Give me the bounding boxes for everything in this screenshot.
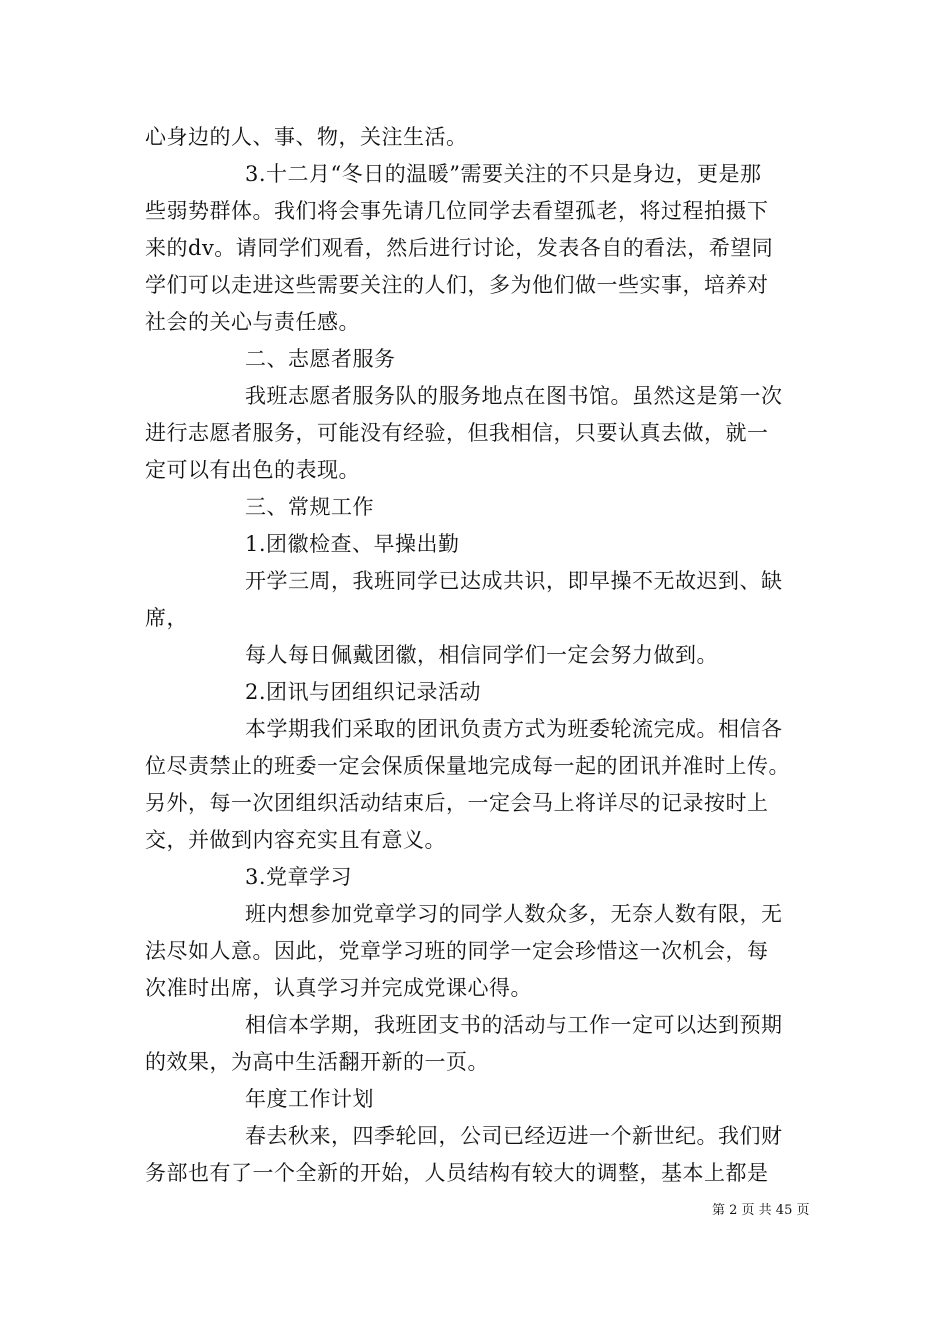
section-heading: 三、常规工作	[245, 495, 374, 519]
text-line: 心身边的人、事、物，关注生活。	[145, 125, 468, 149]
text-line: 春去秋来，四季轮回，公司已经迈进一个新世纪。我们财	[245, 1124, 783, 1148]
page-number: 第 2 页 共 45 页	[712, 1203, 810, 1218]
text-line: 本学期我们采取的团讯负责方式为班委轮流完成。相信各	[245, 717, 783, 741]
text-line: 学们可以走进这些需要关注的人们，多为他们做一些实事，培养对	[145, 273, 769, 297]
text-line: 席，	[145, 606, 188, 630]
subsection-heading: 2.团讯与团组织记录活动	[245, 680, 482, 704]
text-line: 务部也有了一个全新的开始，人员结构有较大的调整，基本上都是	[145, 1161, 769, 1185]
text-line: 相信本学期，我班团支书的活动与工作一定可以达到预期	[245, 1013, 783, 1037]
text-line: 些弱势群体。我们将会事先请几位同学去看望孤老，将过程拍摄下	[145, 199, 769, 223]
text-line: 来的dv。请同学们观看，然后进行讨论，发表各自的看法，希望同	[145, 236, 774, 260]
section-heading: 年度工作计划	[245, 1087, 374, 1111]
text-line: 进行志愿者服务，可能没有经验，但我相信，只要认真去做，就一	[145, 421, 769, 445]
text-line: 位尽责禁止的班委一定会保质保量地完成每一起的团讯并准时上传。	[145, 754, 790, 778]
section-heading: 二、志愿者服务	[245, 347, 396, 371]
text-line: 每人每日佩戴团徽，相信同学们一定会努力做到。	[245, 643, 718, 667]
text-line: 法尽如人意。因此，党章学习班的同学一定会珍惜这一次机会，每	[145, 939, 769, 963]
text-line: 的效果，为高中生活翻开新的一页。	[145, 1050, 489, 1074]
text-line: 次准时出席，认真学习并完成党课心得。	[145, 976, 532, 1000]
subsection-heading: 1.团徽检查、早操出勤	[245, 532, 460, 556]
text-line: 开学三周，我班同学已达成共识，即早操不无故迟到、缺	[245, 569, 783, 593]
text-line: 我班志愿者服务队的服务地点在图书馆。虽然这是第一次	[245, 384, 783, 408]
subsection-heading: 3.党章学习	[245, 865, 353, 889]
text-line: 交，并做到内容充实且有意义。	[145, 828, 446, 852]
text-line: 班内想参加党章学习的同学人数众多，无奈人数有限，无	[245, 902, 783, 926]
text-line: 社会的关心与责任感。	[145, 310, 360, 334]
text-line: 3.十二月“冬日的温暖”需要关注的不只是身边，更是那	[245, 162, 762, 186]
text-line: 另外，每一次团组织活动结束后，一定会马上将详尽的记录按时上	[145, 791, 769, 815]
text-line: 定可以有出色的表现。	[145, 458, 360, 482]
